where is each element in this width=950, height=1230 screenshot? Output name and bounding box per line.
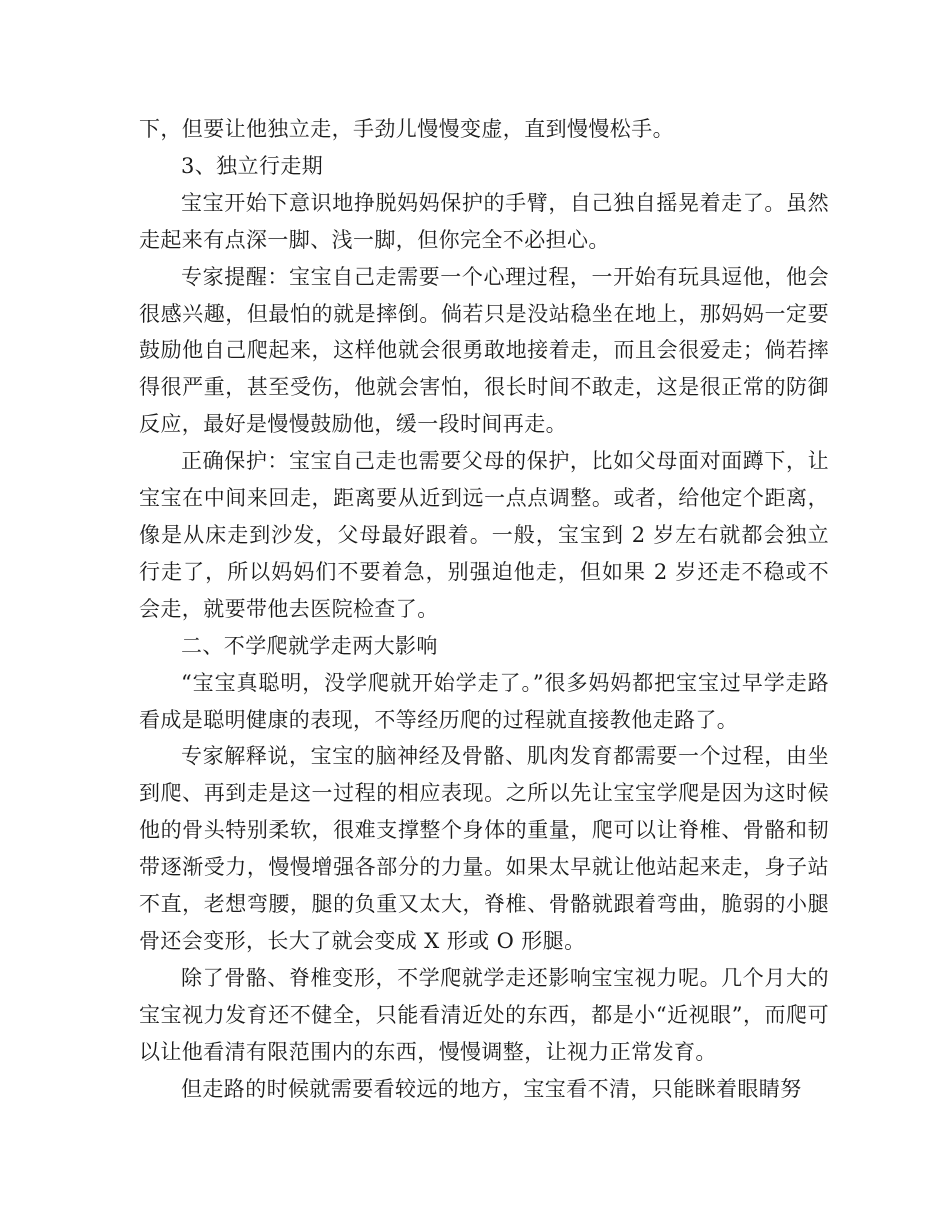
body-text (139, 111, 829, 1107)
paragraph: 专家解释说，宝宝的脑神经及骨骼、肌肉发育都需要一个过程，由坐到爬、再到走是这一过程的相应表现。之所以先让宝宝学爬是因为这时候他的骨头特别柔软，很难支撑整个身体的重量，爬可以让脊椎、骨骼和韧带逐渐受力，慢慢增强各部分的力量。如果太早就让他站起来走，身子站不直，老想弯腰，腿的负重又太大，脊椎、骨骼就跟着弯曲，脆弱的小腿骨还会变形，长大了就会变成 X 形或 O 形腿。 (139, 744, 829, 953)
paragraph: 宝宝开始下意识地挣脱妈妈保护的手臂，自己独自摇晃着走了。虽然走起来有点深一脚、浅一脚，但你完全不必担心。 (139, 190, 829, 252)
paragraph: 但走路的时候就需要看较远的地方，宝宝看不清，只能眯着眼睛努 (181, 1076, 802, 1101)
section-heading: 二、不学爬就学走两大影响 (181, 633, 438, 658)
paragraph: 下，但要让他独立走，手劲儿慢慢变虚，直到慢慢松手。 (139, 117, 674, 141)
section-heading: 3、独立行走期 (181, 153, 324, 178)
paragraph: 正确保护：宝宝自己走也需要父母的保护，比如父母面对面蹲下，让宝宝在中间来回走，距离要从近到远一点点调整。或者，给他定个距离，像是从床走到沙发，父母最好跟着。一般，宝宝到 2 岁左右就都会独立行走了，所以妈妈们不要着急，别强迫他走，但如果 2 岁还走不稳或不会走，就要带他去医院检查了。 (139, 449, 829, 621)
paragraph: 专家提醒：宝宝自己走需要一个心理过程，一开始有玩具逗他，他会很感兴趣，但最怕的就是摔倒。倘若只是没站稳坐在地上，那妈妈一定要鼓励他自己爬起来，这样他就会很勇敢地接着走，而且会很爱走；倘若摔得很严重，甚至受伤，他就会害怕，很长时间不敢走，这是很正常的防御反应，最好是慢慢鼓励他，缓一段时间再走。 (139, 264, 829, 437)
paragraph: “宝宝真聪明，没学爬就开始学走了。”很多妈妈都把宝宝过早学走路看成是聪明健康的表现，不等经历爬的过程就直接教他走路了。 (139, 670, 829, 732)
paragraph: 除了骨骼、脊椎变形，不学爬就学走还影响宝宝视力呢。几个月大的宝宝视力发育还不健全，只能看清近处的东西，都是小“近视眼”，而爬可以让他看清有限范围内的东西，慢慢调整，让视力正常发育。 (139, 965, 829, 1064)
